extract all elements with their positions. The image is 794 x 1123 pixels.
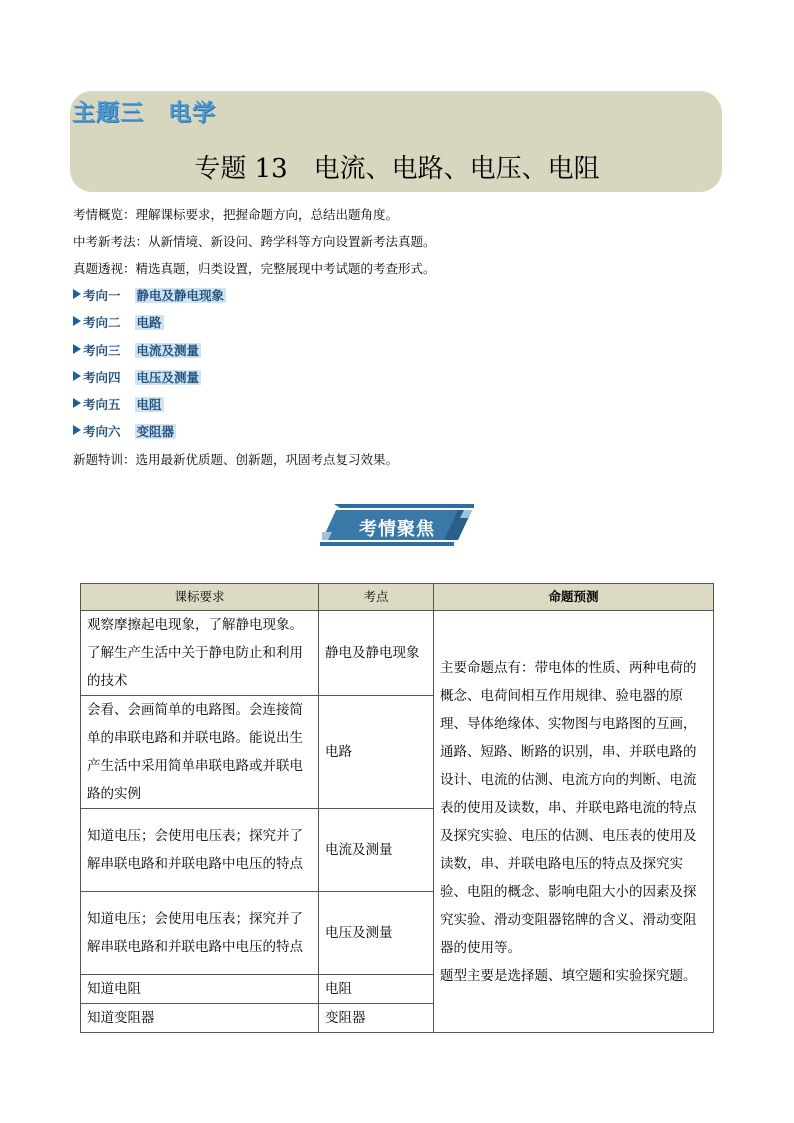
page-title: 专题 13 电流、电路、电压、电阻 — [194, 154, 600, 184]
cell-point: 电路 — [319, 696, 434, 809]
table-row — [81, 611, 714, 696]
intro-overview: 考情概览：理解课标要求，把握命题方向，总结出题角度。 — [73, 207, 399, 222]
triangle-bullet-icon — [73, 371, 81, 381]
cell-requirement: 知道电阻 — [81, 975, 319, 1004]
cell-point: 变阻器 — [319, 1004, 434, 1033]
section-title-badge — [320, 504, 474, 546]
intro-new-methods: 中考新考法：从新情境、新设问、跨学科等方向设置新考法真题。 — [73, 234, 436, 249]
triangle-bullet-icon — [73, 344, 81, 354]
direction-link-6[interactable]: 考向六 变阻器 — [73, 425, 176, 439]
triangle-bullet-icon — [73, 425, 81, 435]
section-title: 考情聚焦 — [359, 519, 435, 540]
prediction-text: 主要命题点有：带电体的性质、两种电荷的概念、电荷间相互作用规律、验电器的原理、导体绝缘体、实物图与电路图的互画，通路、短路、断路的识别，串、并联电路的设计、电流的估测、电流方向的判断、电流表的使用及读数，串、并联电路电流的特点及探究实验、电压的估测、电压表的使用及读数，串、并联电路电压的特点及探究实验、电阻的概念、影响电阻大小的因素及探究实验、滑动变阻器铭牌的含义、滑动变阻器的使用等。 — [440, 659, 697, 956]
theme-label: 主题三 电学 — [72, 100, 216, 126]
direction-link-4[interactable]: 考向四 电压及测量 — [73, 371, 201, 385]
triangle-bullet-icon — [73, 289, 81, 299]
cell-point: 电阻 — [319, 975, 434, 1004]
cell-point: 静电及静电现象 — [319, 611, 434, 696]
header-point: 考点 — [319, 584, 434, 611]
cell-prediction — [434, 611, 714, 1033]
cell-point: 电压及测量 — [319, 892, 434, 975]
cell-requirement: 知道变阻器 — [81, 1004, 319, 1033]
intro-training: 新题特训：选用最新优质题、创新题，巩固考点复习效果。 — [73, 452, 399, 467]
header-prediction: 命题预测 — [434, 584, 714, 611]
table-header-row — [81, 584, 714, 611]
direction-link-5[interactable]: 考向五 电阻 — [73, 398, 164, 412]
cell-point: 电流及测量 — [319, 809, 434, 892]
cell-requirement: 会看、会画简单的电路图。会连接简单的串联电路和并联电路。能说出生产生活中采用简单串联电路或并联电路的实例 — [81, 696, 319, 809]
prediction-question-types: 题型主要是选择题、填空题和实验探究题。 — [440, 967, 697, 984]
cell-requirement: 知道电压；会使用电压表；探究并了解串联电路和并联电路中电压的特点 — [81, 892, 319, 975]
direction-link-1[interactable]: 考向一 静电及静电现象 — [73, 289, 226, 303]
triangle-bullet-icon — [73, 398, 81, 408]
direction-link-3[interactable]: 考向三 电流及测量 — [73, 344, 201, 358]
cell-requirement: 知道电压；会使用电压表；探究并了解串联电路和并联电路中电压的特点 — [81, 809, 319, 892]
triangle-bullet-icon — [73, 316, 81, 326]
header-standard: 课标要求 — [81, 584, 319, 611]
direction-link-2[interactable]: 考向二 电路 — [73, 316, 164, 330]
requirements-table — [80, 583, 714, 1033]
intro-real-questions: 真题透视：精选真题，归类设置，完整展现中考试题的考查形式。 — [73, 261, 436, 276]
cell-requirement: 观察摩擦起电现象，了解静电现象。了解生产生活中关于静电防止和利用的技术 — [81, 611, 319, 696]
